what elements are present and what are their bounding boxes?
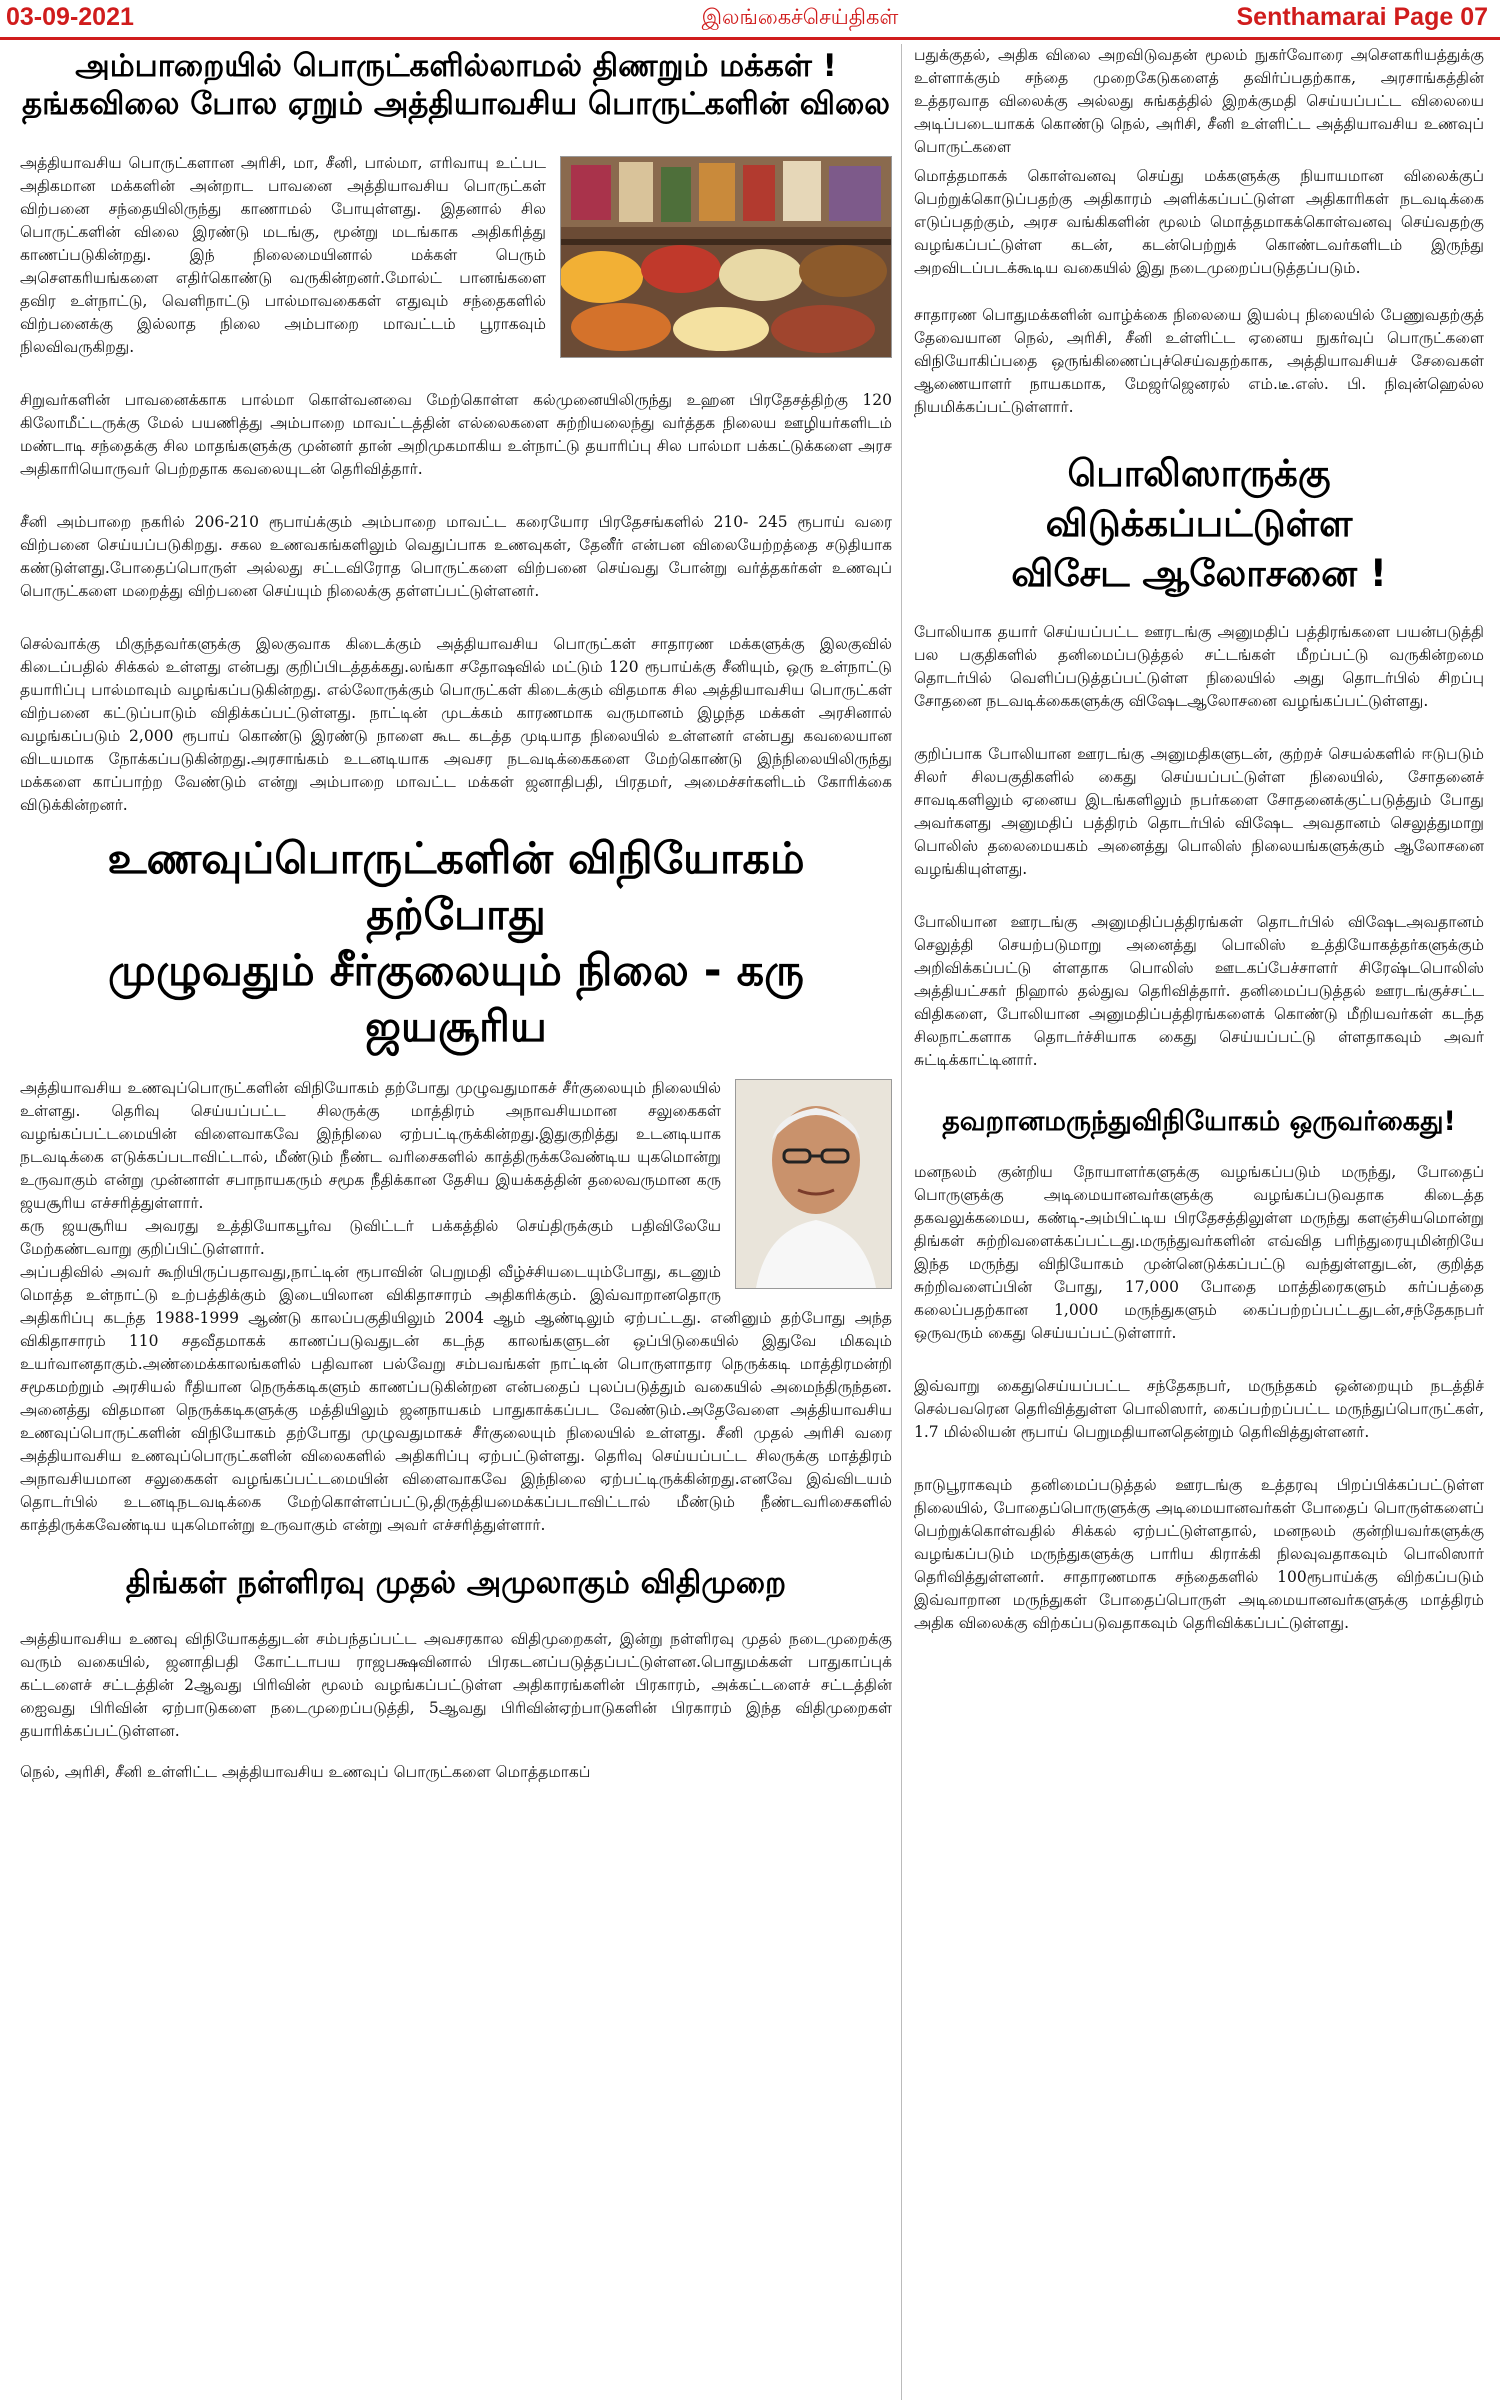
column-divider <box>901 44 902 2400</box>
article-drug <box>914 1106 1484 1635</box>
section-title: இலங்கைச்செய்திகள் <box>701 5 899 29</box>
article-ampara <box>20 48 892 817</box>
article-karu-paragraph-2: கரு ஜயசூரிய அவரது உத்தியோகபூர்வ டுவிட்டர் பக்கத்தில் செய்திருக்கும் பதிவிலேயே மேற்கண்டவாறு குறிப்பிட்டுள்ளார். <box>20 1216 721 1258</box>
article-regulation-headline: திங்கள் நள்ளிரவு முதல் அமுலாகும் விதிமுறை <box>125 1564 787 1601</box>
article-regulation-paragraph-2-continued: பதுக்குதல், அதிக விலை அறவிடுவதன் மூலம் நுகர்வோரை அசௌகரியத்துக்கு உள்ளாக்கும் சந்தை முறைகேடுகளைத் தவிர்ப்பதற்காக, அரசாங்கத்தின் உத்தரவாத விலைக்கு அல்லது சுங்கத்தில் இறக்குமதி செய்யப்பட்ட விலையை அடிப்படையாகக் கொண்டு நெல், அரிசி, சீனி உள்ளிட்ட அத்தியாவசிய உணவுப் பொருட்களை <box>914 46 1484 156</box>
article-karu-headline-2: முழுவதும் சீர்குலையும் நிலை - கரு ஜயசூரிய <box>108 945 804 1052</box>
article-ampara-headline-2: தங்கவிலை போல ஏறும் அத்தியாவசிய பொருட்களின் விலை <box>21 85 891 122</box>
article-drug-headline: தவறானமருந்துவிநியோகம் ஒருவர்கைது! <box>942 1106 1456 1137</box>
article-regulation-continued <box>914 44 1484 419</box>
article-ampara-headline-1: அம்பாறையில் பொருட்களில்லாமல் திணறும் மக்கள் ! <box>75 48 837 84</box>
article-drug-paragraph-2: இவ்வாறு கைதுசெய்யப்பட்ட சந்தேகநபர், மருந்தகம் ஒன்றையும் நடத்திச் செல்பவரென தெரிவித்துள்ள பொலிஸார், கைப்பற்றப்பட்ட மருந்துப்பொருட்கள், 1.7 மில்லியன் ரூபாய் பெறுமதியானதென்றும் தெரிவித்துள்ளனர். <box>914 1376 1484 1441</box>
page-number: Senthamarai Page 07 <box>1236 3 1488 31</box>
masthead <box>0 0 1500 40</box>
article-drug-paragraph-1: மனநலம் குன்றிய நோயாளர்களுக்கு வழங்கப்படும் மருந்து, போதைப் பொருளுக்கு அடிமையானவர்களுக்கு வழங்கப்படுவதாக கிடைத்த தகவலுக்கமைய, கண்டி-அம்பிட்டிய பிரதேசத்திலுள்ள மருந்து களஞ்சியமொன்று திங்கள் சுற்றிவளைக்கப்பட்டது.மருந்துவர்களின் எவ்வித பரிந்துரையுமின்றியே இந்த மருந்து விநியோகம் முன்னெடுக்கப்பட்டு வந்துள்ளதுடன், குறித்த சுற்றிவளைப்பின் போது, 17,000 போதை மாத்திரைகளும் கர்ப்பத்தை கலைப்பதற்கான 1,000 மருந்துகளும் கைப்பற்றப்பட்டதுடன்,சந்தேகநபர் ஒருவரும் கைது செய்யப்பட்டுள்ளார். <box>914 1162 1484 1342</box>
article-ampara-paragraph-1: அத்தியாவசிய பொருட்களான அரிசி, மா, சீனி, பால்மா, எரிவாயு உட்பட அதிகமான மக்களின் அன்றாட பாவனை அத்தியாவசிய பொருட்கள் விற்பனை சந்தையிலிருந்து காணாமல் போயுள்ளது. இதனால் சில பொருட்களின் விலை இரண்டு மடங்கு, மூன்று மடங்காக அதிகரித்து காணப்படுகின்றது. இந் நிலைமையினால் மக்கள் பெரும் அசௌகரியங்களை எதிர்கொண்டு வருகின்றனர்.மோல்ட் பானங்களை தவிர உள்நாட்டு, வெளிநாட்டு பால்மாவகைகள் எதுவும் சந்தைகளில் விற்பனைக்கு இல்லாத நிலை அம்பாறை மாவட்டம் பூராகவும் நிலவிவருகிறது. <box>20 153 546 356</box>
article-karu <box>20 831 892 1537</box>
article-regulation-paragraph-1: அத்தியாவசிய உணவு விநியோகத்துடன் சம்பந்தப்பட்ட அவசரகால விதிமுறைகள், இன்று நள்ளிரவு முதல் நடைமுறைக்கு வரும் வகையில், ஜனாதிபதி கோட்டாபய ராஜபக்ஷவினால் பிரகடனப்படுத்தப்பட்டுள்ளன.பொதுமக்கள் பாதுகாப்புக் கட்டளைச் சட்டத்தின் 2ஆவது பிரிவின் மூலம் வழங்கப்பட்டுள்ள அதிகாரங்களின் பிரகாரம், அக்கட்டளைச் சட்டத்தின் ஐைவது பிரிவின் ஏற்பாடுகளை நடைமுறைப்படுத்தி, 5ஆவது பிரிவின்ஏற்பாடுகளின் பிரகாரம் இந்த விதிமுறைகள் தயாரிக்கப்பட்டுள்ளன. <box>20 1630 892 1741</box>
article-regulation-paragraph-2-start: நெல், அரிசி, சீனி உள்ளிட்ட அத்தியாவசிய உணவுப் பொருட்களை மொத்தமாகப் <box>20 1763 591 1782</box>
karu-jayasuriya-photo-image <box>736 1080 891 1288</box>
grocery-photo <box>560 156 892 358</box>
article-police-paragraph-3: போலியான ஊரடங்கு அனுமதிப்பத்திரங்கள் தொடர்பில் விஷேடஅவதானம் செலுத்தி செயற்படுமாறு அனைத்து பொலிஸ் உத்தியோகத்தர்களுக்கும் அறிவிக்கப்பட்டு ள்ளதாக பொலிஸ் ஊடகப்பேச்சாளர் சிரேஷ்டபொலிஸ் அத்தியட்சகர் நிஹால் தல்துவ தெரிவித்தார். தனிமைப்படுத்தல் ஊரடங்குச்சட்ட விதிகளை, போலியான அனுமதிப்பத்திரங்களைக் கொண்டு மீறியவர்கள் கடந்த சிலநாட்களாக தொடர்ச்சியாக கைது செய்யப்பட்டு ள்ளதாகவும் அவர் சுட்டிக்காட்டினார். <box>914 913 1484 1069</box>
left-column <box>20 44 892 2400</box>
article-ampara-paragraph-3: சீனி அம்பாறை நகரில் 206-210 ரூபாய்க்கும் அம்பாறை மாவட்ட கரையோர பிரதேசங்களில் 210- 245 ரூபாய் வரை விற்பனை செய்யப்படுகிறது. சகல உணவகங்களிலும் வெதுப்பாக உணவுகள், தேனீர் என்பன விலையேற்றத்தை சடுதியாக கண்டுள்ளது.போதைப்பொருள் அல்லது சட்டவிரோத பொருட்களை விற்பனை செய்வது போன்று வர்த்தகர்கள் உணவுப் பொருட்களை மறைத்து விற்பனை செய்யும் நிலைக்கு தள்ளப்பட்டுள்ளனர். <box>20 512 892 600</box>
article-police-paragraph-1: போலியாக தயார் செய்யப்பட்ட ஊரடங்கு அனுமதிப் பத்திரங்களை பயன்படுத்தி பல பகுதிகளில் தனிமைப்படுத்தல் சட்டங்கள் மீறப்பட்டு வருகின்றமை தொடர்பில் வெளிப்படுத்தப்பட்டுள்ள நிலையில் அது தொடர்பில் சிறப்பு சோதனை நடவடிக்கைகளுக்கு விஷேடஆலோசனை வழங்கப்பட்டுள்ளது. <box>914 623 1484 710</box>
article-ampara-paragraph-2: சிறுவர்களின் பாவனைக்காக பால்மா கொள்வனவை மேற்கொள்ள கல்முனையிலிருந்து உஹன பிரதேசத்திற்கு 120 கிலோமீட்டருக்கு மேல் பயணித்து அம்பாறை மாவட்டத்தின் எல்லைகளை சுற்றியலைந்து வர்த்தக நிலைய ஊழியர்களிடம் மண்டாடி சந்தைக்கு சில மாதங்களுக்கு முன்னர் தான் அறிமுகமாகிய உள்நாட்டு தயாரிப்பு சில பால்மா பக்கட்டுக்களை அரச அதிகாரியொருவர் பெற்றதாக கவலையுடன் தெரிவித்தார். <box>20 390 892 478</box>
article-drug-paragraph-3: நாடுபூராகவும் தனிமைப்படுத்தல் ஊரடங்கு உத்தரவு பிறப்பிக்கப்பட்டுள்ள நிலையில், போதைப்பொருளுக்கு அடிமையானவர்கள் போதைப் பொருள்களைப் பெற்றுக்கொள்வதில் சிக்கல் ஏற்பட்டுள்ளதால், மனநலம் குன்றியவர்களுக்கு வழங்கப்படும் மருந்துகளுக்கு பாரிய கிராக்கி நிலவுவதாகவும் பொலிஸார் தெரிவித்துள்ளனர். சாதாரணமாக சந்தைகளில் 100ரூபாய்க்கு விற்கப்படும் இவ்வாறான மருந்துகள் போதைப்பொருள் அடிமையானவர்களுக்கு மாத்திரம் அதிக விலைக்கு விற்கப்படுவதாகவும் தெரிவிக்கப்பட்டுள்ளது. <box>914 1475 1484 1632</box>
issue-date: 03-09-2021 <box>6 3 134 31</box>
right-column <box>914 44 1484 2400</box>
article-regulation-paragraph-3: மொத்தமாகக் கொள்வனவு செய்து மக்களுக்கு நியாயமான விலைக்குப் பெற்றுக்கொடுப்பதற்கு அதிகாரம் அளிக்கப்பட்டுள்ள அதிகாரிகள் நடவடிக்கை எடுப்பதற்கும், அரச வங்கிகளின் மூலம் மொத்தமாகக்கொள்வனவு செய்வதற்கு வழங்கப்பட்டுள்ள கடன், கடன்பெற்றுக் கொண்டவர்களிடம் இருந்து அறவிடப்படக்கூடிய வகையில் இது நடைமுறைப்படுத்தப்படும். <box>914 167 1484 277</box>
article-karu-paragraph-3: அப்பதிவில் அவர் கூறியிருப்பதாவது,நாட்டின் ரூபாவின் பெறுமதி வீழ்ச்சியடையும்போது, கடனும் மொத்த உள்நாட்டு உற்பத்திக்கும் இடையிலான விகிதாசாரம் அதிகரிக்கும். இவ்வாறானதொரு அதிகரிப்பு கடந்த 1988-1999 ஆண்டு காலப்பகுதியிலும் 2004 ஆம் ஆண்டிலும் ஏற்பட்டது. எனினும் தற்போது அந்த விகிதாசாரம் 110 சதவீதமாகக் காணப்படுவதுடன் கடந்த காலங்களுடன் ஒப்பிடுகையில் இதுவே மிகவும் உயர்வானதாகும்.அண்மைக்காலங்களில் பதிவான பல்வேறு சம்பவங்கள் நாட்டின் பொருளாதார நெருக்கடி மாத்திரமன்றி சமூகமற்றும் அரசியல் ரீதியான நெருக்கடிகளும் காணப்படுகின்றன என்பதைப் புலப்படுத்தும் வகையில் அமைந்திருந்தன. அனைத்து விதமான நெருக்கடிகளுக்கு மத்தியிலும் ஜனநாயகம் பாதுகாக்கப்பட வேண்டும்.அதேவேளை அத்தியாவசிய உணவுப்பொருட்களின் விநியோகம் தற்போது முழுவதுமாகச் சீர்குலையும் நிலையில் உள்ளது. சீனி முதல் அரிசி வரை அத்தியாவசிய உணவுப்பொருட்களின் விலைகளில் அதிகரிப்பு ஏற்பட்டுள்ளது. தெரிவு செய்யப்பட்ட சிலருக்கு மாத்திரம் அநாவசியமான சலுகைகள் வழங்கப்பட்டமையின் விளைவாகவே இந்நிலை ஏற்பட்டிருக்கின்றது.எனவே இவ்விடயம் தொடர்பில் உடனடிநடவடிக்கை மேற்கொள்ளப்பட்டு,திருத்தியமைக்கப்படாவிட்டால் மீண்டும் நீண்டவரிசைகளில் காத்திருக்கவேண்டிய யுகமொன்று உருவாகும் என்று அவர் எச்சரித்துள்ளார். <box>20 1262 892 1534</box>
article-police-headline-2: விசேட ஆலோசனை ! <box>1011 552 1387 595</box>
article-police-paragraph-2: குறிப்பாக போலியான ஊரடங்கு அனுமதிகளுடன், குற்றச் செயல்களில் ஈடுபடும் சிலர் சிலபகுதிகளில் கைது செய்யப்பட்டுள்ள நிலையில், சோதனைச் சாவடிகளிலும் ஏனைய இடங்களிலும் நபர்களை சோதனைக்குட்படுத்தும் போது அவர்களது அனுமதிப் பத்திரம் தொடர்பில் விஷேட அவதானம் செலுத்துமாறு பொலிஸ் தலைமையகம் அனைத்து பொலிஸ் நிலையங்களுக்கும் ஆலோசனை வழங்கியுள்ளது. <box>914 745 1484 878</box>
article-police-headline-1: பொலிஸாருக்கு விடுக்கப்பட்டுள்ள <box>1045 452 1353 545</box>
article-police <box>914 449 1484 1072</box>
article-karu-paragraph-1: அத்தியாவசிய உணவுப்பொருட்களின் விநியோகம் தற்போது முழுவதுமாகச் சீர்குலையும் நிலையில் உள்ளது. தெரிவு செய்யப்பட்ட சிலருக்கு மாத்திரம் அநாவசியமான சலுகைகள் வழங்கப்பட்டமையின் விளைவாகவே இந்நிலை ஏற்பட்டிருக்கின்றது.இதுகுறித்து உடனடியாக நடவடிக்கை எடுக்கப்படாவிட்டால், மீண்டும் நீண்ட வரிசைகளில் காத்திருக்கவேண்டிய யுகமொன்று உருவாகும் என்று முன்னாள் சபாநாயகரும் சமூக நீதிக்கான தேசிய இயக்கத்தின் தலைவருமான கரு ஜயசூரிய எச்சரித்துள்ளார். <box>20 1078 721 1212</box>
grocery-photo-image <box>561 157 891 357</box>
article-regulation <box>20 1565 892 1785</box>
article-karu-headline-1: உணவுப்பொருட்களின் விநியோகம் தற்போது <box>107 833 805 940</box>
karu-jayasuriya-photo <box>735 1079 892 1289</box>
article-regulation-paragraph-4: சாதாரண பொதுமக்களின் வாழ்க்கை நிலையை இயல்பு நிலையில் பேணுவதற்குத் தேவையான நெல், அரிசி, சீனி உள்ளிட்ட ஏனைய நுகர்வுப் பொருட்களை விநியோகிப்பதை ஒருங்கிணைப்புச்செய்வதற்காக, அத்தியாவசியச் சேவைகள் ஆணையாளர் நாயகமாக, மேஜர்ஜெனரல் எம்.டீ.எஸ். பி. நிவுன்ஹெல்ல நியமிக்கப்பட்டுள்ளார். <box>914 306 1484 416</box>
article-ampara-paragraph-4: செல்வாக்கு மிகுந்தவர்களுக்கு இலகுவாக கிடைக்கும் அத்தியாவசிய பொருட்கள் சாதாரண மக்களுக்கு இலகுவில் கிடைப்பதில் சிக்கல் உள்ளது என்பது குறிப்பிடத்தக்கது.லங்கா சதோஷவில் மட்டும் 120 ரூபாய்க்கு சீனியும், ஒரு உள்நாட்டு தயாரிப்பு பால்மாவும் வழங்கப்படுகின்றது. எல்லோருக்கும் பொருட்கள் கிடைக்கும் விதமாக சில அத்தியாவசிய பொருட்கள் விற்பனை கட்டுப்பாடும் விதிக்கப்பட்டுள்ளது. நாட்டின் முடக்கம் காரணமாக வருமானம் இழந்த மக்கள் அரசினால் வழங்கப்படும் 2,000 ரூபாய் கொண்டு இரண்டு நாளை கூட கடத்த முடியாத நிலையில் உள்ளனர் என்பது கவலையான விடயமாக நோக்கப்படுகின்றது.அரசாங்கம் உடனடியாக அவசர நடவடிக்கைகளை மேற்கொண்டு இந்நிலையிலிருந்து மக்களை காப்பாற்ற வேண்டும் என்று அம்பாறை மாவட்ட மக்கள் ஜனாதிபதி, பிரதமர், அமைச்சர்களிடம் கோரிக்கை விடுக்கின்றனர். <box>20 634 893 814</box>
